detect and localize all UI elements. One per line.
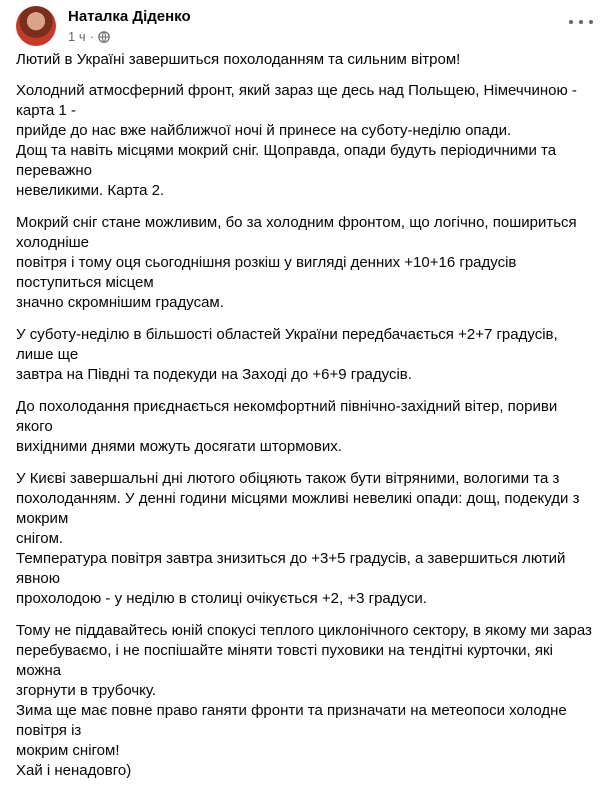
post-paragraph: У суботу-неділю в більшості областей України передбачається +2+7 градусів, лише ще завтра на Півдні та подекуди на Заході до +6+9 градусів. <box>16 326 558 383</box>
post-paragraph: Лютий в Україні завершиться похолоданням та сильним вітром! <box>16 51 461 68</box>
post-time[interactable]: 1 ч <box>68 29 86 44</box>
post-paragraph: До похолодання приєднається некомфортний північно-західний вітер, пориви якого вихідними днями можуть досягати штормових. <box>16 398 558 455</box>
author-name[interactable]: Наталка Діденко <box>68 8 191 25</box>
post-paragraph: У Києві завершальні дні лютого обіцяють також бути вітряними, вологими та з похолоданням. У денні години місцями можливі невеликі опади: дощ, подекуди з мокрим снігом. Температура повітря завтра знизиться до +3+5 градусів, а завершиться лютий явною прохолодою - у неділю в столиці очікується +2, +3 градуси. <box>16 470 580 607</box>
post-header <box>0 0 607 48</box>
meta-separator: · <box>89 29 94 44</box>
post-paragraph: Мокрий сніг стане можливим, бо за холодним фронтом, що логічно, пошириться холодніше повітря і тому оця сьогоднішня розкіш у вигляді денних +10+16 градусів поступиться місцем значно скромнішим градусам. <box>16 214 577 311</box>
post-paragraph: Тому не піддавайтесь юній спокусі теплого циклонічного сектору, в якому ми зараз перебуваємо, і не поспішайте міняти товсті пуховики на тендітні курточки, які можна згорнути в трубочку. Зима ще має повне право ганяти фронти та призначати на метеопоси холодне повітря із мокрим снігом! Хай і ненадовго) <box>16 622 592 779</box>
post-text <box>16 50 594 793</box>
post-meta <box>68 29 110 44</box>
post-paragraph: Холодний атмосферний фронт, який зараз ще десь над Польщею, Німеччиною - карта 1 - прийде до нас вже найближчої ночі й принесе на суботу-неділю опади. Дощ та навіть місцями мокрий сніг. Щоправда, опади будуть періодичними та переважно невеликими. Карта 2. <box>16 82 577 199</box>
more-options-icon[interactable] <box>569 14 593 30</box>
avatar[interactable] <box>16 6 56 46</box>
globe-icon[interactable] <box>98 31 110 43</box>
